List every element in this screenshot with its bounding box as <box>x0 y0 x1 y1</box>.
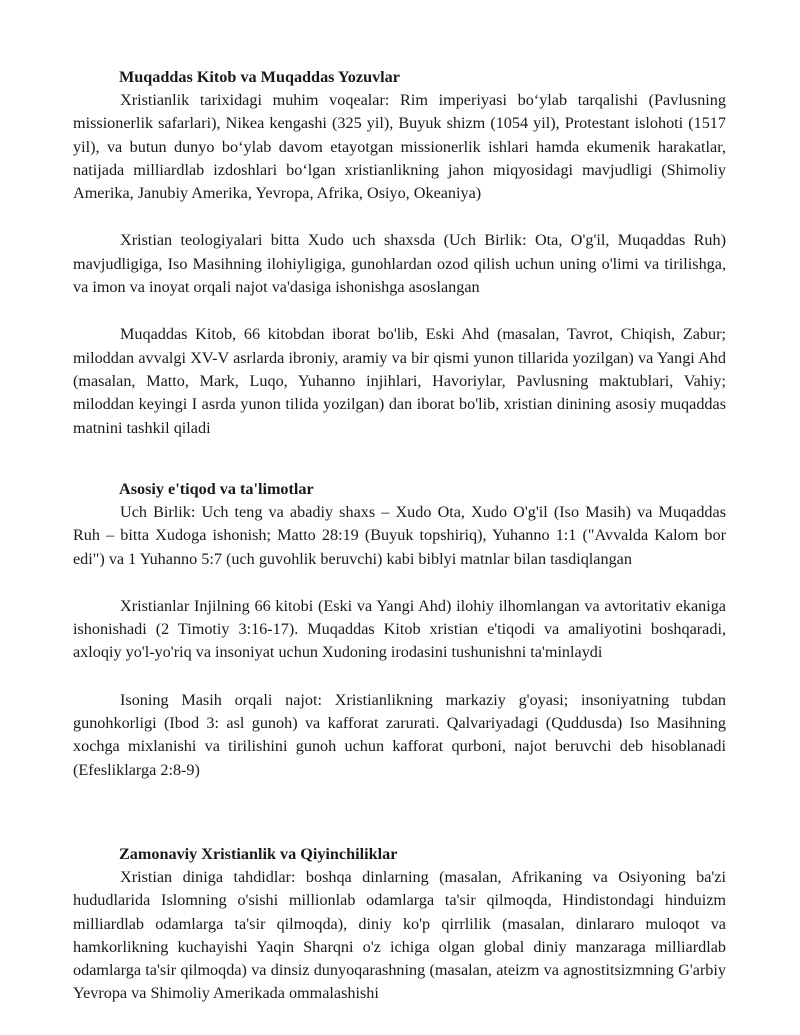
paragraph-salvation: Isoning Masih orqali najot: Xristianlikning markaziy g'oyasi; insoniyatning tubdan gunohkorligi (Ibod 3: asl gunoh) va kafforat zarurati. Qalvariyadagi (Quddusda) Iso Masihning xochga mixlanishi va tirilishini gunoh uchun kafforat qurboni, najot beruvchi deb hisoblanadi (Efesliklarga 2:8-9) <box>73 690 726 779</box>
section-heading-modern: Zamonaviy Xristianlik va Qiyinchiliklar <box>119 845 398 863</box>
paragraph-threats: Xristian diniga tahdidlar: boshqa dinlarning (masalan, Afrikaning va Osiyoning ba'zi hududlarida Islomning o'sishi millionlab odamlarga ta'sir qilmoqda, Hindistondagi hinduizm milliardlab odamlarga ta'sir qilmoqda), diniy ko'p qirrlilik (masalan, dinlararo muloqot va hamkorlikning kuchayishi Yaqin Sharqni o'z ichiga olgan global diniy manzaraga milliardlab odamlarga ta'sir qilmoqda) va dinsiz dunyoqarashning (masalan, ateizm va agnostitsizmning G'arbiy Yevropa va Shimoliy Amerikada ommalashishi <box>73 868 726 1003</box>
paragraph-theology: Xristian teologiyalari bitta Xudo uch shaxsda (Uch Birlik: Ota, O'g'il, Muqaddas Ruh) mavjudligiga, Iso Masihning ilohiyligiga, gunohlardan ozod qilish uchun uning o'limi va tirilishga, va imon va inoyat orqali najot va'dasiga ishonishga asoslangan <box>73 231 726 297</box>
section-heading-beliefs: Asosiy e'tiqod va ta'limotlar <box>119 480 314 498</box>
section-body-modern <box>73 866 726 1006</box>
section-heading-scripture: Muqaddas Kitob va Muqaddas Yozuvlar <box>119 68 400 86</box>
paragraph-trinity: Uch Birlik: Uch teng va abadiy shaxs – Xudo Ota, Xudo O'g'il (Iso Masih) va Muqaddas Ruh – bitta Xudoga ishonish; Matto 28:19 (Buyuk topshiriq), Yuhanno 1:1 ("Avvalda Kalom bor edi") va 1 Yuhanno 5:7 (uch guvohlik beruvchi) kabi biblyi matnlar bilan tasdiqlangan <box>73 503 726 568</box>
section-body-scripture <box>73 89 726 440</box>
paragraph-bible: Muqaddas Kitob, 66 kitobdan iborat bo'lib, Eski Ahd (masalan, Tavrot, Chiqish, Zabur; miloddan avvalgi XV-V asrlarda ibroniy, aramiy va bir qismi yunon tillarida yozilgan) va Yangi Ahd (masalan, Matto, Mark, Luqo, Yuhanno injihlari, Havoriylar, Pavlusning maktublari, Vahiy; miloddan keyingi I asrda yunon tilida yozilgan) dan iborat bo'lib, xristian dinining asosiy muqaddas matnini tashkil qiladi <box>73 325 726 437</box>
section-body-beliefs <box>73 501 726 782</box>
paragraph-scripture-authority: Xristianlar Injilning 66 kitobi (Eski va Yangi Ahd) ilohiy ilhomlangan va avtoritativ ekaniga ishonishadi (2 Timotiy 3:16-17). Muqaddas Kitob xristian e'tiqodi va amaliyotini boshqaradi, axloqiy yo'l-yo'riq va insoniyat uchun Xudoning irodasini tushunishni ta'minlaydi <box>73 596 726 662</box>
paragraph-history: Xristianlik tarixidagi muhim voqealar: Rim imperiyasi bo‘ylab tarqalishi (Pavlusning missionerlik safarlari), Nikea kengashi (325 yil), Buyuk shizm (1054 yil), Protestant islohoti (1517 yil), va butun dunyo bo‘ylab davom etayotgan missionerlik ishlari hamda ekumenik harakatlar, natijada milliardlab izdoshlari bo‘lgan xristianlikning jahon miqyosidagi mavjudligi (Shimoliy Amerika, Janubiy Amerika, Yevropa, Afrika, Osiyo, Okeaniya) <box>73 91 726 203</box>
